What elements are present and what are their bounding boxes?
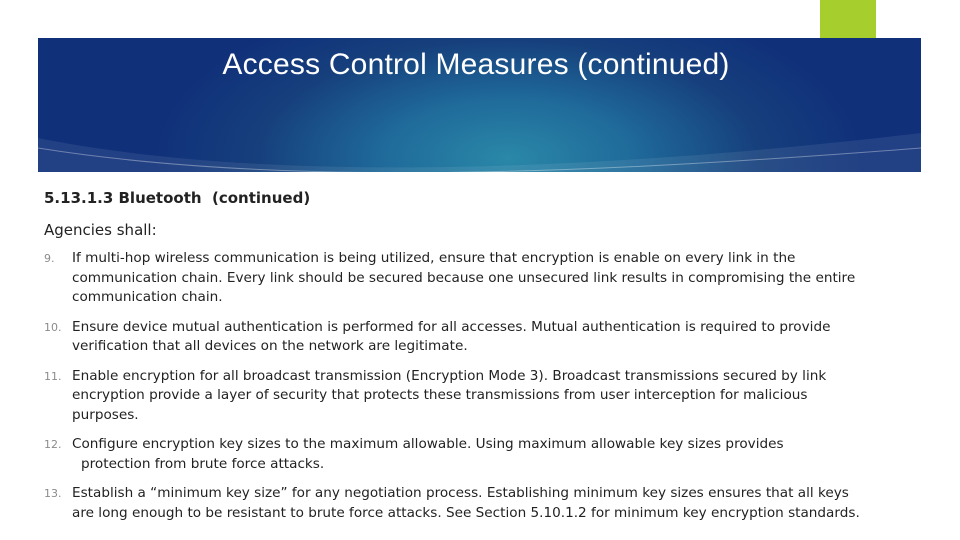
item-line: encryption provide a layer of security that protects these transmissions from user interception for malicious [72, 387, 808, 403]
slide-title: Access Control Measures (continued) [222, 48, 730, 81]
item-number: 12. [44, 438, 62, 451]
list-item [44, 367, 924, 426]
item-line: are long enough to be resistant to brute force attacks. See Section 5.10.1.2 for minimum key encryption standards. [72, 504, 860, 521]
item-line: Establish a “minimum key size” for any negotiation process. Establishing minimum key sizes ensures that all keys [72, 485, 849, 501]
list-item [44, 484, 924, 523]
intro-text: Agencies shall: [44, 221, 157, 239]
item-line: Enable encryption for all broadcast transmission (Encryption Mode 3). Broadcast transmissions secured by link [72, 367, 827, 384]
item-line: verification that all devices on the network are legitimate. [72, 338, 468, 354]
requirements-list [44, 249, 924, 523]
item-line: purposes. [72, 406, 139, 423]
item-line: If multi-hop wireless communication is being utilized, ensure that encryption is enable on every link in the [72, 250, 796, 266]
list-item [44, 318, 924, 357]
item-number: 13. [44, 487, 62, 500]
section-heading: 5.13.1.3 Bluetooth (continued) [44, 189, 311, 207]
item-line: protection from brute force attacks. [81, 455, 325, 472]
item-number: 9. [44, 252, 55, 265]
list-item [44, 249, 924, 308]
slide-body [44, 189, 924, 533]
item-line: communication chain. Every link should be secured because one unsecured link results in compromising the entire [72, 269, 856, 286]
item-line: Ensure device mutual authentication is performed for all accesses. Mutual authentication is required to provide [72, 318, 831, 335]
list-item [44, 435, 924, 474]
item-line: Configure encryption key sizes to the maximum allowable. Using maximum allowable key sizes provides [72, 436, 784, 452]
item-number: 10. [44, 320, 62, 334]
item-number: 11. [44, 369, 62, 383]
item-line: communication chain. [72, 289, 223, 305]
